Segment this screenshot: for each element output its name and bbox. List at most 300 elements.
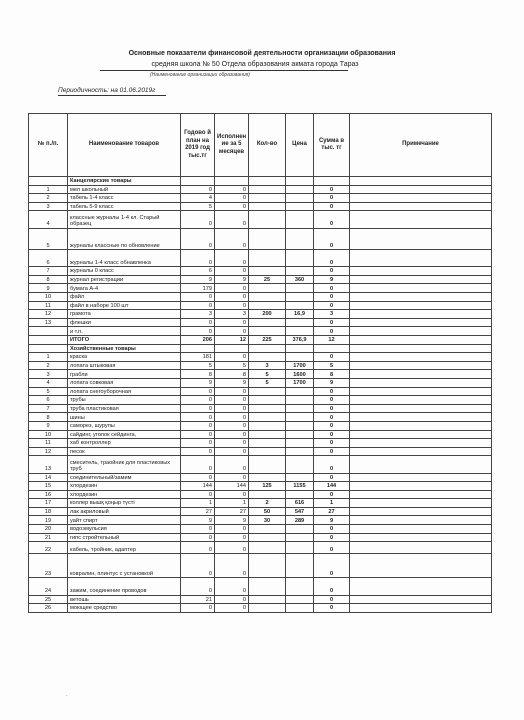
cell-price — [286, 525, 314, 534]
cell-name: и т.п. — [68, 327, 181, 336]
cell-qty: 5 — [249, 378, 286, 387]
cell-note — [350, 482, 492, 491]
table-row — [29, 185, 492, 194]
cell-plan: 0 — [181, 604, 215, 613]
cell-plan: 0 — [181, 421, 215, 430]
cell-num: 2 — [29, 361, 68, 370]
cell-plan: 9 — [181, 378, 215, 387]
cell-note — [350, 250, 492, 267]
financial-table — [28, 113, 492, 613]
table-row — [29, 490, 492, 499]
cell-note — [350, 499, 492, 508]
cell-exec: 9 — [215, 275, 249, 284]
cell-plan: 0 — [181, 228, 215, 250]
table-row — [29, 310, 492, 319]
cell-sum: 0 — [314, 554, 350, 578]
cell-note — [350, 185, 492, 194]
table-row — [29, 275, 492, 284]
cell-price — [286, 439, 314, 448]
cell-name: Хозяйственные товары — [68, 344, 181, 353]
cell-price — [286, 554, 314, 578]
cell-exec: 0 — [215, 301, 249, 310]
cell-sum: 0 — [314, 525, 350, 534]
cell-qty: 50 — [249, 507, 286, 516]
cell-sum: 0 — [314, 202, 350, 211]
cell-num: 3 — [29, 202, 68, 211]
cell-qty — [249, 404, 286, 413]
cell-price — [286, 456, 314, 473]
cell-name: ковралин, плинтус с установкой — [68, 554, 181, 578]
cell-sum: 0 — [314, 490, 350, 499]
cell-exec: 0 — [215, 327, 249, 336]
cell-note — [350, 421, 492, 430]
cell-note — [350, 439, 492, 448]
cell-exec: 27 — [215, 507, 249, 516]
cell-num: 19 — [29, 516, 68, 525]
cell-name: саморез, шурупы — [68, 421, 181, 430]
cell-qty — [249, 473, 286, 482]
cell-sum: 0 — [314, 284, 350, 293]
cell-price — [286, 595, 314, 604]
cell-exec: 0 — [215, 211, 249, 228]
cell-name: соединительный/замим — [68, 473, 181, 482]
cell-note — [350, 318, 492, 327]
table-row — [29, 473, 492, 482]
cell-plan: 0 — [181, 578, 215, 595]
cell-exec: 0 — [215, 404, 249, 413]
cell-num: 16 — [29, 490, 68, 499]
cell-num: 13 — [29, 456, 68, 473]
cell-exec: 0 — [215, 525, 249, 534]
cell-qty — [249, 202, 286, 211]
cell-price — [286, 318, 314, 327]
cell-plan: 0 — [181, 554, 215, 578]
cell-exec: 0 — [215, 228, 249, 250]
cell-num: 10 — [29, 430, 68, 439]
cell-price: 16,9 — [286, 310, 314, 319]
table-row — [29, 228, 492, 250]
cell-name: журналы 0 класс — [68, 267, 181, 276]
cell-price — [286, 533, 314, 542]
cell-num: 11 — [29, 301, 68, 310]
cell-plan: 181 — [181, 353, 215, 362]
cell-note — [350, 336, 492, 345]
table-row — [29, 554, 492, 578]
cell-note — [350, 293, 492, 302]
cell-sum: 0 — [314, 456, 350, 473]
table-row — [29, 202, 492, 211]
cell-exec: 9 — [215, 378, 249, 387]
col-header-num: № п./п. — [29, 114, 68, 177]
table-row — [29, 327, 492, 336]
cell-price — [286, 421, 314, 430]
cell-qty — [249, 194, 286, 203]
table-row — [29, 211, 492, 228]
cell-plan: 5 — [181, 361, 215, 370]
table-row — [29, 396, 492, 405]
cell-num: 7 — [29, 404, 68, 413]
cell-name: зажим, соединение проводов — [68, 578, 181, 595]
cell-sum: 9 — [314, 378, 350, 387]
cell-plan — [181, 344, 215, 353]
cell-name: журнал регистрации — [68, 275, 181, 284]
cell-note — [350, 284, 492, 293]
period-underline — [58, 95, 166, 96]
cell-name: Канцелярские товары — [68, 177, 181, 186]
cell-qty — [249, 439, 286, 448]
table-row — [29, 542, 492, 554]
cell-qty: 2 — [249, 499, 286, 508]
cell-num: 10 — [29, 293, 68, 302]
cell-name: хлордезин — [68, 482, 181, 491]
cell-name: лопата снегоуборочная — [68, 387, 181, 396]
cell-note — [350, 447, 492, 456]
cell-note — [350, 370, 492, 379]
table-row — [29, 194, 492, 203]
col-header-plan: Годово й план на 2019 год тыс.тг — [181, 114, 215, 177]
cell-qty — [249, 185, 286, 194]
cell-note — [350, 228, 492, 250]
cell-sum: 0 — [314, 413, 350, 422]
table-row — [29, 604, 492, 613]
cell-exec: 1 — [215, 499, 249, 508]
period-label: Периодичность: на 01.06.2019г — [58, 87, 156, 94]
table-row — [29, 353, 492, 362]
col-header-exec: Исполнен ие за 5 месяцев — [215, 114, 249, 177]
cell-qty — [249, 533, 286, 542]
cell-num: 25 — [29, 595, 68, 604]
cell-name: бумага А-4 — [68, 284, 181, 293]
cell-sum: 0 — [314, 604, 350, 613]
cell-plan: 27 — [181, 507, 215, 516]
cell-note — [350, 554, 492, 578]
cell-price — [286, 177, 314, 186]
cell-qty: 125 — [249, 482, 286, 491]
cell-qty — [249, 327, 286, 336]
cell-exec: 0 — [215, 202, 249, 211]
cell-note — [350, 430, 492, 439]
cell-exec: 0 — [215, 293, 249, 302]
cell-exec: 0 — [215, 430, 249, 439]
cell-note — [350, 194, 492, 203]
cell-price: 376,9 — [286, 336, 314, 345]
cell-exec: 0 — [215, 194, 249, 203]
table-row — [29, 250, 492, 267]
cell-sum: 0 — [314, 228, 350, 250]
cell-qty — [249, 228, 286, 250]
cell-plan: 6 — [181, 267, 215, 276]
table-header-row — [29, 114, 492, 177]
cell-num: 14 — [29, 473, 68, 482]
cell-note — [350, 310, 492, 319]
cell-sum: 0 — [314, 250, 350, 267]
cell-name: водоэмульсия — [68, 525, 181, 534]
cell-exec: 0 — [215, 490, 249, 499]
cell-sum: 8 — [314, 370, 350, 379]
cell-num: 24 — [29, 578, 68, 595]
cell-price — [286, 387, 314, 396]
table-row — [29, 413, 492, 422]
cell-name: мел школьный — [68, 185, 181, 194]
cell-qty: 5 — [249, 370, 286, 379]
cell-num: 22 — [29, 542, 68, 554]
cell-sum: 0 — [314, 578, 350, 595]
cell-sum: 0 — [314, 595, 350, 604]
table-row — [29, 507, 492, 516]
cell-name: хаб контроллер — [68, 439, 181, 448]
document-title: Основные показатели финансовой деятельности организации образования — [128, 50, 396, 57]
cell-exec: 0 — [215, 421, 249, 430]
cell-qty — [249, 177, 286, 186]
cell-plan: 0 — [181, 301, 215, 310]
cell-name: коллер вышқ қоңыр түсті — [68, 499, 181, 508]
cell-sum: 0 — [314, 387, 350, 396]
cell-name: лопата штыковая — [68, 361, 181, 370]
cell-plan: 0 — [181, 430, 215, 439]
section-row — [29, 177, 492, 186]
cell-sum: 9 — [314, 275, 350, 284]
cell-exec: 0 — [215, 387, 249, 396]
cell-num: 8 — [29, 275, 68, 284]
cell-price — [286, 473, 314, 482]
cell-plan: 9 — [181, 275, 215, 284]
cell-plan: 0 — [181, 447, 215, 456]
cell-price: 616 — [286, 499, 314, 508]
cell-name: файл в наборе 100 шт — [68, 301, 181, 310]
cell-num: 6 — [29, 396, 68, 405]
cell-plan: 0 — [181, 413, 215, 422]
cell-exec: 3 — [215, 310, 249, 319]
cell-num: 21 — [29, 533, 68, 542]
cell-price — [286, 194, 314, 203]
cell-price — [286, 490, 314, 499]
cell-price — [286, 267, 314, 276]
section-row — [29, 344, 492, 353]
cell-num: 13 — [29, 318, 68, 327]
cell-note — [350, 211, 492, 228]
cell-plan: 0 — [181, 211, 215, 228]
cell-sum: 0 — [314, 293, 350, 302]
cell-sum — [314, 177, 350, 186]
cell-note — [350, 533, 492, 542]
cell-price: 1155 — [286, 482, 314, 491]
cell-plan: 0 — [181, 250, 215, 267]
total-row — [29, 336, 492, 345]
col-header-price: Цена — [286, 114, 314, 177]
cell-name: ИТОГО — [68, 336, 181, 345]
cell-exec: 0 — [215, 595, 249, 604]
cell-exec: 9 — [215, 516, 249, 525]
cell-qty — [249, 284, 286, 293]
cell-sum: 0 — [314, 404, 350, 413]
cell-note — [350, 595, 492, 604]
cell-plan: 3 — [181, 310, 215, 319]
table-row — [29, 439, 492, 448]
cell-price: 1700 — [286, 378, 314, 387]
cell-num — [29, 344, 68, 353]
cell-sum: 9 — [314, 516, 350, 525]
cell-price — [286, 404, 314, 413]
cell-price — [286, 344, 314, 353]
cell-qty — [249, 595, 286, 604]
cell-num — [29, 177, 68, 186]
table-row — [29, 499, 492, 508]
cell-sum: 0 — [314, 301, 350, 310]
cell-qty — [249, 353, 286, 362]
cell-note — [350, 396, 492, 405]
cell-plan: 4 — [181, 194, 215, 203]
cell-num: 15 — [29, 482, 68, 491]
cell-sum: 0 — [314, 211, 350, 228]
cell-qty — [249, 301, 286, 310]
cell-note — [350, 344, 492, 353]
cell-qty — [249, 318, 286, 327]
cell-name: шины — [68, 413, 181, 422]
cell-exec: 0 — [215, 250, 249, 267]
cell-exec: 0 — [215, 396, 249, 405]
cell-price: 1700 — [286, 361, 314, 370]
cell-exec: 0 — [215, 554, 249, 578]
cell-qty — [249, 447, 286, 456]
cell-qty — [249, 421, 286, 430]
cell-price — [286, 301, 314, 310]
cell-note — [350, 361, 492, 370]
cell-qty — [249, 250, 286, 267]
cell-sum: 0 — [314, 447, 350, 456]
cell-plan: 0 — [181, 525, 215, 534]
cell-sum: 27 — [314, 507, 350, 516]
cell-note — [350, 507, 492, 516]
cell-exec: 144 — [215, 482, 249, 491]
cell-name: трубы — [68, 396, 181, 405]
cell-name: журналы классные по обновление — [68, 228, 181, 250]
cell-num: 11 — [29, 439, 68, 448]
cell-plan: 0 — [181, 542, 215, 554]
cell-qty — [249, 211, 286, 228]
cell-sum: 144 — [314, 482, 350, 491]
cell-plan: 0 — [181, 456, 215, 473]
cell-qty — [249, 490, 286, 499]
cell-sum: 12 — [314, 336, 350, 345]
col-header-sum: Сумма в тыс. тг — [314, 114, 350, 177]
cell-name: гипс стройтельный — [68, 533, 181, 542]
cell-name: хлордезин — [68, 490, 181, 499]
cell-name: лопата совковая — [68, 378, 181, 387]
cell-note — [350, 327, 492, 336]
cell-name: смеситель, траойник для пластиковых труб — [68, 456, 181, 473]
cell-plan — [181, 177, 215, 186]
cell-note — [350, 202, 492, 211]
cell-plan: 0 — [181, 533, 215, 542]
cell-price — [286, 327, 314, 336]
cell-plan: 179 — [181, 284, 215, 293]
cell-note — [350, 604, 492, 613]
cell-exec: 0 — [215, 185, 249, 194]
cell-plan: 9 — [181, 516, 215, 525]
cell-name: журналы 1-4 класс обнавленка — [68, 250, 181, 267]
cell-qty — [249, 525, 286, 534]
cell-sum: 0 — [314, 430, 350, 439]
cell-price — [286, 284, 314, 293]
table-row — [29, 284, 492, 293]
cell-name: файл — [68, 293, 181, 302]
table-row — [29, 516, 492, 525]
table-row — [29, 404, 492, 413]
cell-note — [350, 177, 492, 186]
organization-name: средняя школа № 50 Отдела образования акмата города Тараз — [151, 61, 359, 68]
cell-num: 12 — [29, 310, 68, 319]
cell-exec — [215, 177, 249, 186]
cell-sum: 0 — [314, 318, 350, 327]
cell-num: 8 — [29, 413, 68, 422]
cell-note — [350, 525, 492, 534]
cell-exec: 0 — [215, 284, 249, 293]
cell-exec: 0 — [215, 413, 249, 422]
cell-qty: 3 — [249, 361, 286, 370]
cell-name: труба пластиковая — [68, 404, 181, 413]
table-row — [29, 301, 492, 310]
table-row — [29, 370, 492, 379]
cell-num: 4 — [29, 211, 68, 228]
cell-exec: 0 — [215, 447, 249, 456]
cell-qty — [249, 578, 286, 595]
cell-note — [350, 473, 492, 482]
cell-exec: 8 — [215, 370, 249, 379]
cell-name: табель 1-4 класс — [68, 194, 181, 203]
cell-exec: 0 — [215, 473, 249, 482]
cell-price — [286, 353, 314, 362]
cell-num: 4 — [29, 378, 68, 387]
cell-price — [286, 604, 314, 613]
table-row — [29, 482, 492, 491]
cell-exec: 5 — [215, 361, 249, 370]
cell-num: 12 — [29, 447, 68, 456]
cell-plan: 21 — [181, 595, 215, 604]
cell-plan: 0 — [181, 327, 215, 336]
table-row — [29, 378, 492, 387]
cell-note — [350, 456, 492, 473]
cell-num — [29, 327, 68, 336]
cell-price — [286, 250, 314, 267]
cell-price — [286, 430, 314, 439]
cell-plan: 0 — [181, 318, 215, 327]
cell-exec: 0 — [215, 353, 249, 362]
col-header-name: Наименование товаров — [68, 114, 181, 177]
cell-name: песок — [68, 447, 181, 456]
cell-num: 6 — [29, 250, 68, 267]
cell-exec: 0 — [215, 318, 249, 327]
table-row — [29, 387, 492, 396]
cell-qty: 225 — [249, 336, 286, 345]
cell-qty — [249, 387, 286, 396]
cell-sum: 1 — [314, 499, 350, 508]
cell-price — [286, 578, 314, 595]
cell-qty: 30 — [249, 516, 286, 525]
cell-name: краска — [68, 353, 181, 362]
cell-price — [286, 211, 314, 228]
cell-plan: 8 — [181, 370, 215, 379]
cell-sum: 5 — [314, 361, 350, 370]
cell-plan: 0 — [181, 185, 215, 194]
cell-sum: 0 — [314, 396, 350, 405]
cell-name: моющее средство — [68, 604, 181, 613]
cell-qty — [249, 456, 286, 473]
cell-num: 2 — [29, 194, 68, 203]
cell-qty — [249, 542, 286, 554]
cell-exec: 0 — [215, 533, 249, 542]
cell-price — [286, 542, 314, 554]
cell-sum: 0 — [314, 473, 350, 482]
